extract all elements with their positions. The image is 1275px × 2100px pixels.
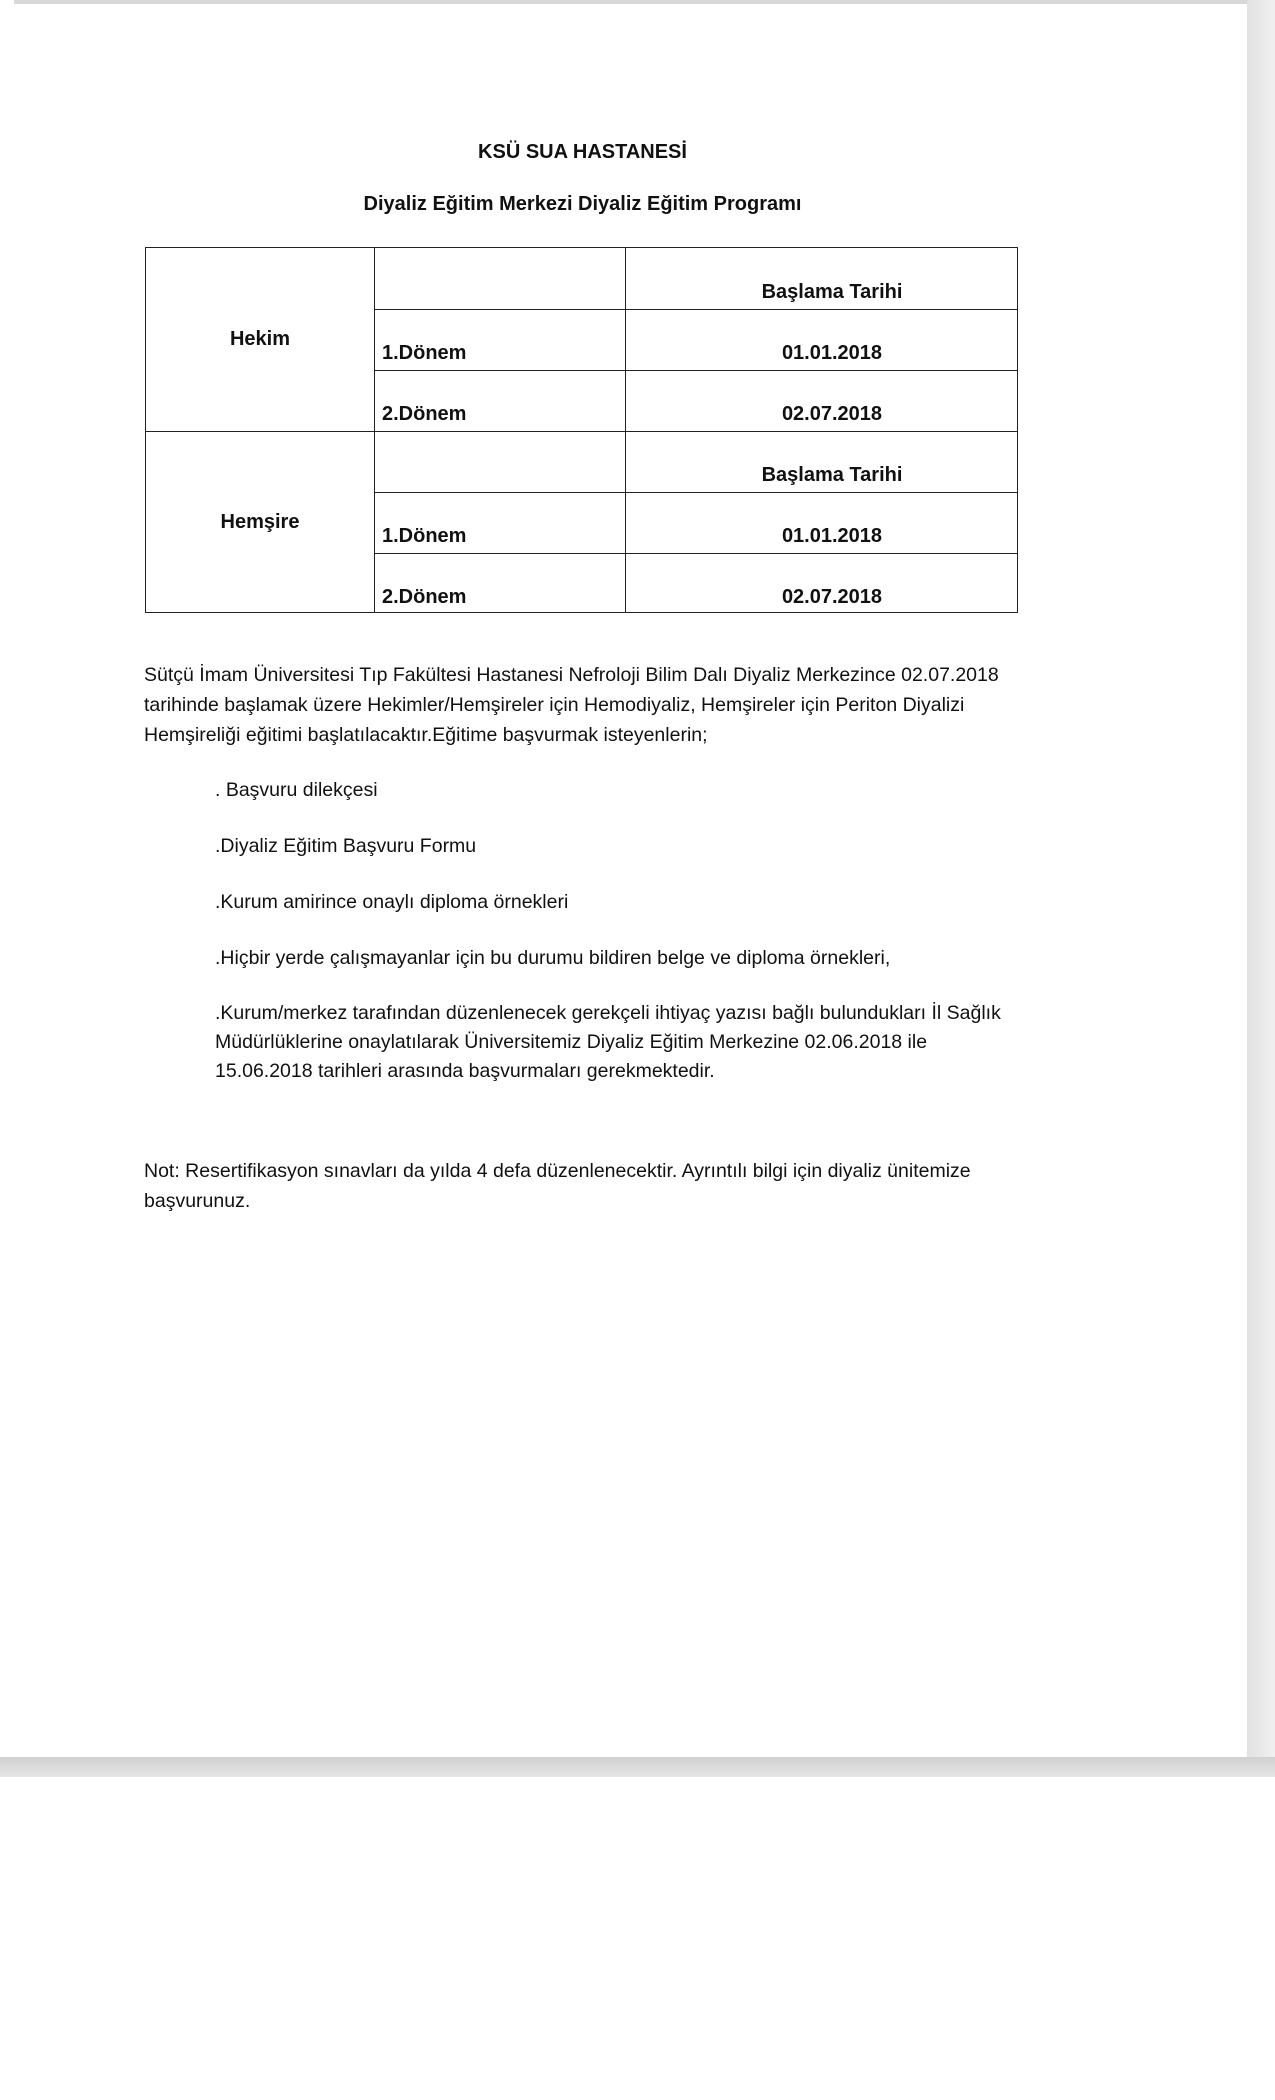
- table-date: 02.07.2018: [781, 403, 883, 425]
- scan-edge-right: [1247, 0, 1275, 1777]
- requirement-item-final: [215, 999, 1085, 1086]
- requirement-item: .Hiçbir yerde çalışmayanlar için bu durumu bildiren belge ve diploma örnekleri,: [215, 947, 891, 969]
- table-header-start-date: Başlama Tarihi: [761, 464, 903, 486]
- intro-paragraph: [144, 660, 1074, 750]
- table-divider: [374, 309, 1017, 310]
- note-line: başvurunuz.: [144, 1190, 251, 1212]
- note-line: Not: Resertifikasyon sınavları da yılda 4 defa düzenlenecektir. Ayrıntılı bilgi için diyaliz ünitemize: [144, 1160, 971, 1182]
- requirement-line: .Kurum/merkez tarafından düzenlenecek gerekçeli ihtiyaç yazısı bağlı bulundukları İl Sağlık: [215, 1002, 1001, 1024]
- table-date: 01.01.2018: [781, 342, 883, 364]
- table-period: 1.Dönem: [382, 342, 467, 364]
- scan-edge-bottom: [0, 1757, 1275, 1777]
- table-divider: [374, 492, 1017, 493]
- requirement-item: . Başvuru dilekçesi: [215, 779, 378, 801]
- requirement-line: 15.06.2018 tarihleri arasında başvurmaları gerekmektedir.: [215, 1060, 715, 1082]
- table-date: 02.07.2018: [781, 586, 883, 608]
- table-date: 01.01.2018: [781, 525, 883, 547]
- table-divider: [374, 553, 1017, 554]
- schedule-table: [145, 247, 1018, 613]
- scan-margin-left: [0, 0, 14, 1757]
- scan-edge-top: [14, 0, 1247, 4]
- table-divider: [374, 248, 375, 612]
- note-paragraph: [144, 1156, 1074, 1216]
- table-period: 2.Dönem: [382, 586, 467, 608]
- table-period: 2.Dönem: [382, 403, 467, 425]
- paragraph-line: Hemşireliği eğitimi başlatılacaktır.Eğitime başvurmak isteyenlerin;: [144, 724, 708, 746]
- requirement-line: Müdürlüklerine onaylatılarak Üniversitemiz Diyaliz Eğitim Merkezine 02.06.2018 ile: [215, 1031, 928, 1053]
- table-header-start-date: Başlama Tarihi: [761, 281, 903, 303]
- requirement-item: .Kurum amirince onaylı diploma örnekleri: [215, 891, 569, 913]
- document-title: KSÜ SUA HASTANESİ: [478, 141, 687, 163]
- table-role-hemsire: Hemşire: [220, 511, 300, 533]
- paragraph-line: Sütçü İmam Üniversitesi Tıp Fakültesi Hastanesi Nefroloji Bilim Dalı Diyaliz Merkezince 02.07.2018: [144, 664, 999, 686]
- requirement-item: .Diyaliz Eğitim Başvuru Formu: [215, 835, 477, 857]
- table-divider: [146, 431, 1017, 432]
- table-period: 1.Dönem: [382, 525, 467, 547]
- paragraph-line: tarihinde başlamak üzere Hekimler/Hemşireler için Hemodiyaliz, Hemşireler için Periton Diyalizi: [144, 694, 965, 716]
- table-role-hekim: Hekim: [229, 328, 291, 350]
- table-divider: [374, 370, 1017, 371]
- document-subtitle: Diyaliz Eğitim Merkezi Diyaliz Eğitim Programı: [363, 193, 802, 215]
